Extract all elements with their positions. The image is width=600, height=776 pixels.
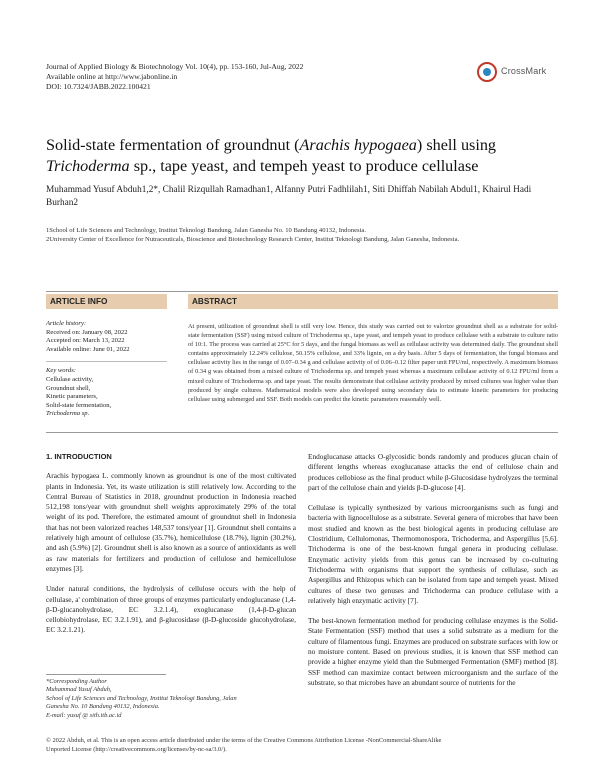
corr-name: Muhammad Yusuf Abduh, <box>46 686 112 694</box>
online-date: Available online: June 01, 2022 <box>46 345 130 353</box>
affiliation-1: 1School of Life Sciences and Technology, Institut Teknologi Bandung, Jalan Ganesha No. 10 Bandung 40132, Indonesia. <box>46 227 366 234</box>
crossmark-icon <box>477 62 497 82</box>
keywords-label: Key words: <box>46 367 76 375</box>
article-title: Solid-state fermentation of groundnut (Arachis hypogaea) shell using Trichoderma sp., tape yeast, and tempeh yeast to produce cellulase <box>46 136 497 175</box>
abstract-header: ABSTRACT <box>188 294 558 309</box>
crossmark-label: CrossMark <box>501 66 547 76</box>
body-left-column <box>46 452 296 646</box>
journal-url[interactable]: Available online at http://www.jabonline.in <box>46 72 178 82</box>
divider <box>46 432 558 433</box>
license-line[interactable]: Unported License (http://creativecommons.org/licenses/by-nc-sa/3.0/). <box>46 745 227 753</box>
abstract-text: At present, utilization of groundnut shell is still very low. Hence, this study was carried out to valorize groundnut shell as a substrate for solid-state fermentation (SSF) using mixed culture of Trichoderma sp., tape yeast, and tempeh yeast to produce cellulase with a substrate to culture ratio of 10:1. The process was carried at 25°C for 5 days, and the fungal biomass as well as cellulase activity was determined daily. The groundnut shell contains approximately 12.24% cellulose, 50.15% cellulose, and 33% lignin, on a dry basis. After 5 days of fermentation, the fungal biomass and cellulase activity lies in the range of 0.07–0.34 g and cellulase activity of of 0.06–0.12 filter paper unit FPU/ml, respectively. A maximum biomass of 0.34 g was obtained from a mixed culture of Trichoderma sp. and tempeh yeast whereas a maximum cellulase activity of 0.12 FPU/ml from a mixed culture of Trichoderma sp. and tape yeast. The results demonstrate that cellulase activity produced by mixed cultures was higher value than produced by single cultures. Mathematical models were also developed using secondary data to estimate kinetic parameters for producing cellulase using submerged and SSF. Both models can predict the kinetic parameters reasonably well. <box>188 323 558 403</box>
affiliations <box>46 226 566 244</box>
footnote-rule <box>46 674 166 675</box>
accepted-date: Accepted on: March 13, 2022 <box>46 337 125 345</box>
affiliation-2: 2University Center of Excellence for Nutraceuticals, Bioscience and Biotechnology Research Center, Institut Teknologi Bandung, Jalan Ganesha, Indonesia. <box>46 236 460 243</box>
copyright-notice <box>46 737 558 754</box>
keyword: Groundnut shell, <box>46 384 91 392</box>
paragraph: Endoglucanase attacks O-glycosidic bonds randomly and produces glucan chain of different lengths whereas exoglucanase attacks the end of cellulose chain and produces cellobiose as the final product while β-Glucosidase hydrolyzes the terminal part of the cellulose chain and yields β-D-glucose [4]. <box>308 452 558 492</box>
article-info <box>46 310 167 419</box>
corr-email[interactable]: E-mail: yusuf @ sith.itb.ac.id <box>46 711 122 719</box>
journal-doi[interactable]: DOI: 10.7324/JABB.2022.100421 <box>46 82 151 92</box>
paragraph: The best-known fermentation method for producing cellulase enzymes is the Solid-State Fermentation (SSF) method that uses a solid substrate as a medium for the culture of filamentous fungi. Enzymes are produced on substrate surfaces with low or no moisture content. Based on previous studies, it is known that SSF method can provide a higher enzyme yield than the Submerged Fermentation (SMF) method [8]. SSF method can maximize contact between microorganism and the surface of the substrate, so that microbes have an abundant source of nutrients for the <box>308 616 558 687</box>
journal-citation: Journal of Applied Biology & Biotechnology Vol. 10(4), pp. 153-160, Jul-Aug, 2022 <box>46 62 304 71</box>
paragraph: Under natural conditions, the hydrolysis of cellulose occurs with the help of cellulase, a' combination of three groups of enzymes particularly endoglucanase (1,4-β-D-glucanohydrolase, EC 3.2.1.4), exoglucanase (1,4-β-D-glucan cellobiohydrolase, EC 3.2.1.91), and β-glucosidase (β-D-glucoside glucohydrolase, EC 3.2.1.21). <box>46 584 296 635</box>
author-list: Muhammad Yusuf Abduh1,2*, Chalil Rizqullah Ramadhan1, Alfanny Putri Fadhlilah1, Siti Dhiffah Nabilah Abdul1, Khairul Hadi Burhan2 <box>46 185 532 208</box>
keyword: Solid-state fermentation, <box>46 401 112 409</box>
keyword: Cellulase activity, <box>46 375 94 383</box>
corr-address: School of Life Sciences and Technology, Institut Teknologi Bandung, Jalan <box>46 694 237 702</box>
corresponding-author <box>46 678 296 720</box>
keyword: Kinetic parameters, <box>46 393 98 401</box>
corr-label: *Corresponding Author <box>46 678 107 685</box>
received-date: Received on: January 08, 2022 <box>46 328 128 336</box>
paragraph: Arachis hypogaea L. commonly known as groundnut is one of the most cultivated plants in Indonesia. Yet, its waste utilization is still relatively low. According to the Central Bureau of Statistics in 2018, groundnut production in Indonesia reached 512,198 tons/year with groundnut shell weights approximately 29% of the total weight of its pod. Therefore, the estimated amount of groundnut shell in Indonesia that has not been valorized reaches 148,537 tons/year [1]. Groundnut shell contains a relatively high amount of cellulose (35.7%), hemicellulose (18.7%), lignin (30.2%), and ash (5.9%) [2]. Groundnut shell is also known as a source of antioxidants as well as raw materials for fertilizers and production of cellulose and hemicellulose enzymes [3]. <box>46 471 296 573</box>
info-divider <box>46 361 167 362</box>
article-info-header: ARTICLE INFO <box>46 294 167 309</box>
journal-info <box>46 62 303 93</box>
corr-address: Ganesha No. 10 Bandung 40132, Indonesia. <box>46 703 160 711</box>
paragraph: Cellulase is typically synthesized by various microorganisms such as fungi and bacteria with lignocellulose as a substrate. Several genera of microbes that have been most studied and known as the best biological agents in producing cellulase are Clostridium, Cellulomonas, Thermomonospora, Trichoderma, and Aspergillus [5,6]. Trichoderma is one of the best-known fungal genera in producing cellulase. Enzymatic activity yields from this genus can be increased by co-culturing Trichoderma with organisms that support the synthesis of cellulase, such as Aspergillus and Rhizopus which can be isolated from tape and tempeh yeast. Mixed cultures of these two genuses and Trichoderma can produce cellulase with a relatively high enzymatic activity [7]. <box>308 503 558 605</box>
keyword: Trichoderma sp. <box>46 410 90 418</box>
history-label: Article history: <box>46 320 87 327</box>
body-right-column <box>308 452 558 698</box>
crossmark-badge[interactable] <box>477 60 559 86</box>
section-heading: 1. INTRODUCTION <box>46 452 112 461</box>
copyright-line: © 2022 Abduh, et al. This is an open access article distributed under the terms of the Creative Commons Attribution License -NonCommercial-ShareAlike <box>46 737 442 744</box>
divider <box>46 291 558 292</box>
